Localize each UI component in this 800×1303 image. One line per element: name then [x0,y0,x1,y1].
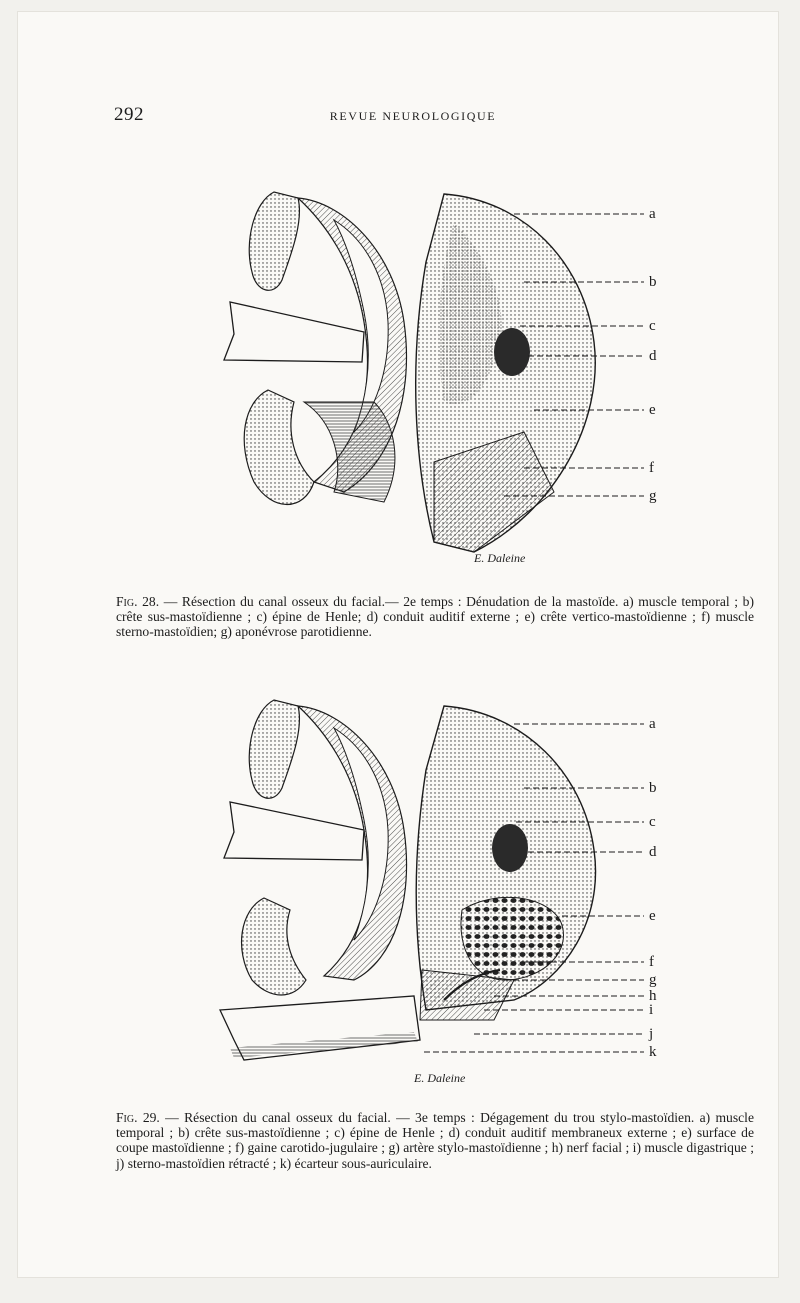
caption-label: Fig. 29. — [116,1109,179,1125]
ear-lobe [242,898,306,995]
figure-29 [194,680,674,1092]
caption-text: Résection du canal osseux du facial. — 3e temps : Dégagement du trou stylo-mastoïdien. a) muscle temporal ; b) crête sus-mastoïdienne ; c) épine de Henle ; d) conduit auditif membraneux externe ; e) surface de coupe mastoïdienne ; f) gaine carotido-jugulaire ; g) artère stylo-mastoïdienne ; h) nerf facial ; i) muscle digastrique ; j) sterno-mastoïdien rétracté ; k) écarteur sous-auriculaire. [116,1109,754,1171]
page-number: 292 [114,104,144,125]
ear-helix [249,192,299,290]
label-e: e [649,402,656,418]
journal-page [18,12,778,1277]
retractor-upper [224,802,364,860]
illustrator-signature: E. Daleine [414,1071,466,1085]
illustrator-signature: E. Daleine [474,551,526,565]
label-a: a [649,716,656,732]
running-title: REVUE NEUROLOGIQUE [329,109,497,123]
label-g: g [649,972,657,988]
label-f: f [649,460,654,476]
label-e: e [649,908,656,924]
auditory-canal [492,824,528,872]
label-c: c [649,814,656,830]
label-f: f [649,954,654,970]
label-h: h [649,988,657,1004]
ear-helix [249,700,299,798]
label-d: d [649,844,657,860]
auditory-canal [494,328,530,376]
figure-28-illustration [194,162,674,582]
label-i: i [649,1002,654,1018]
ear-lobe [244,390,314,505]
label-b: b [649,274,657,290]
label-g: g [649,488,657,504]
figure-29-illustration [194,680,674,1092]
figure-28 [194,162,674,582]
label-a: a [649,206,656,222]
retractor [224,302,364,362]
label-b: b [649,780,657,796]
figure-28-caption [116,594,754,640]
muscle-band [304,402,395,502]
label-k: k [649,1044,657,1060]
label-d: d [649,348,657,364]
caption-label: Fig. 28. — [116,593,178,609]
caption-text: Résection du canal osseux du facial.— 2e temps : Dénudation de la mastoïde. a) muscle temporal ; b) crête sus-mastoïdienne ; c) épine de Henle; d) conduit auditif externe ; e) crête vertico-mastoïdienne ; f) muscle sterno-mastoïdien; g) aponévrose parotidienne. [116,593,754,640]
label-j: j [649,1026,654,1042]
label-c: c [649,318,656,334]
figure-29-caption [116,1110,754,1172]
